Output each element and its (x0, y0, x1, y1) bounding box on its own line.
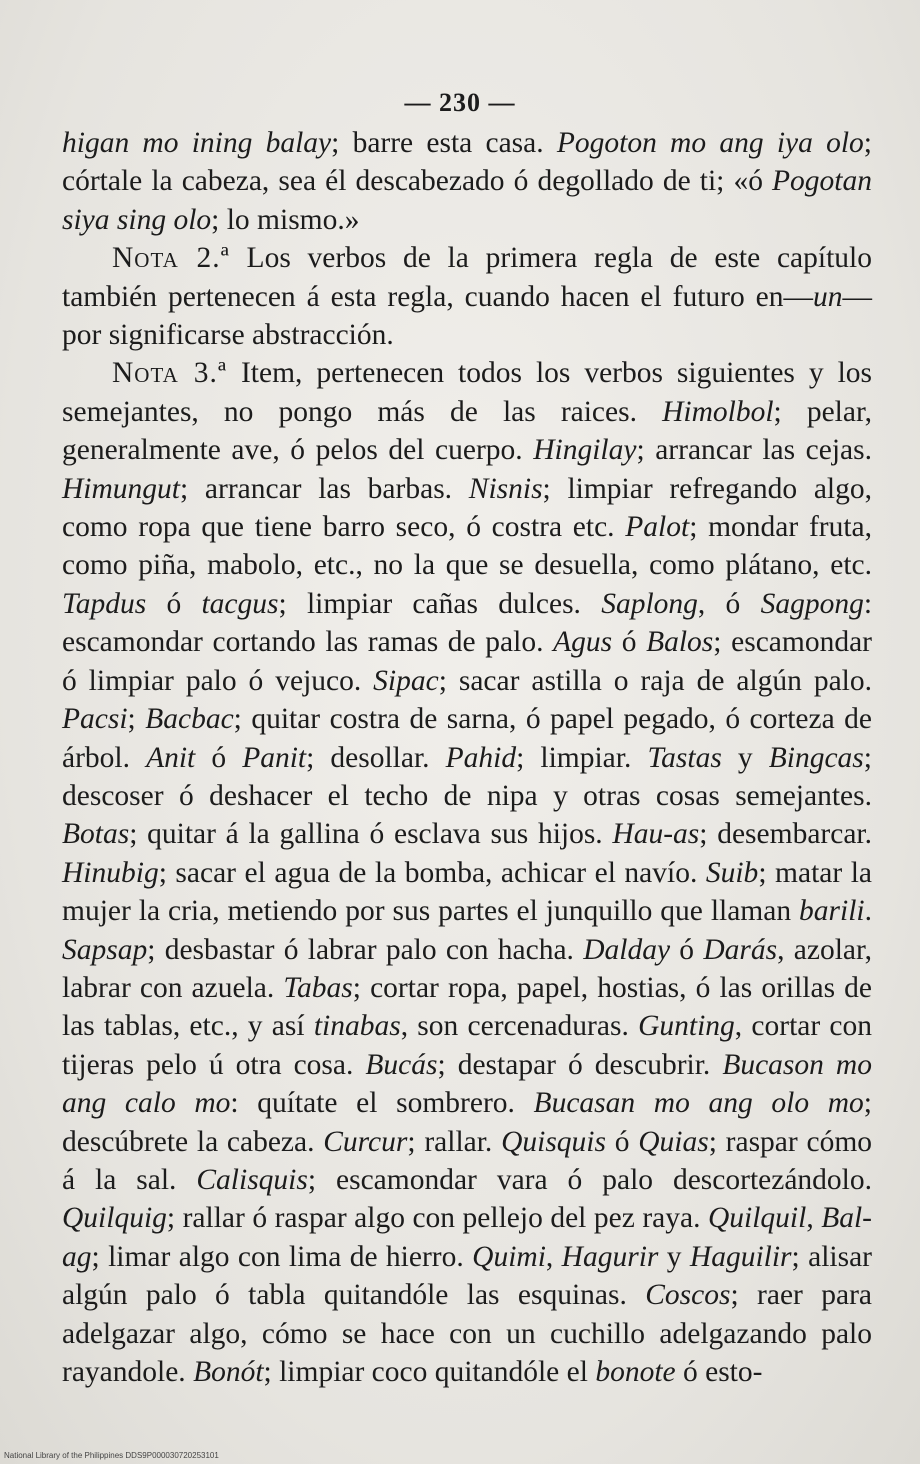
italic-term: Sipac (373, 664, 439, 697)
text-run: ó (195, 741, 243, 774)
paragraph-nota-3 (62, 354, 872, 1391)
text-run: ; desollar. (306, 741, 446, 774)
text-run: ; descoser ó deshacer el techo de nipa y otras cosas semejantes. (62, 741, 872, 812)
text-run: ; cortar ropa, papel, hostias, ó las orillas de las tablas, etc., y así (62, 971, 872, 1043)
italic-term: Hagurir (561, 1240, 659, 1273)
text-run: , (806, 1202, 822, 1235)
text-run: , cortar con tijeras pelo ú otra cosa. (62, 1010, 873, 1081)
text-run: ; desbastar ó labrar palo con hacha. (147, 933, 584, 966)
italic-term: Pahid (445, 741, 517, 774)
text-run: ; arrancar las cejas. (636, 434, 872, 467)
text-run: ; sacar el agua de la bomba, achicar el navío. (158, 856, 706, 889)
italic-term: Himolbol (662, 395, 774, 428)
text-run: ó (612, 626, 647, 659)
italic-term: higan mo ining balay (62, 127, 332, 159)
italic-term: Darás (703, 933, 778, 966)
text-run: ó (146, 587, 202, 620)
paragraph-nota-2 (62, 239, 872, 354)
text-run: Item, pertenecen todos los verbos siguientes y los semejantes, no pongo más de las raices. (62, 357, 873, 428)
italic-term: Dalday (583, 933, 671, 966)
text-run: ; raspar cómo á la sal. (62, 1125, 873, 1196)
text-run: ; arrancar las barbas. (180, 472, 469, 505)
italic-term: Pacsi (62, 703, 128, 736)
text-run: ó esto- (675, 1356, 763, 1388)
italic-term: Himungut (62, 472, 180, 505)
italic-term: Botas (62, 818, 130, 851)
italic-term: tacgus (201, 587, 279, 620)
note-label: Nota 2.ª (112, 242, 230, 275)
italic-term: Gunting (638, 1010, 735, 1043)
italic-term: bonote (595, 1356, 676, 1388)
text-run: ; rallar. (407, 1125, 502, 1158)
text-run: ; rallar ó raspar algo con pellejo del pez raya. (166, 1202, 708, 1235)
italic-term: Quimi (472, 1240, 546, 1273)
italic-term: Bacbac (145, 703, 234, 736)
text-run: ; sacar astilla o raja de algún palo. (438, 664, 872, 697)
italic-term: Calisquis (196, 1163, 308, 1196)
italic-term: Nisnis (468, 472, 543, 505)
text-run: ; matar la mujer la cria, metiendo por sus partes el junquillo que llaman (62, 856, 873, 928)
italic-term: Balos (646, 626, 714, 659)
italic-term: Quilquil (707, 1202, 807, 1235)
italic-term: Haguilir (689, 1240, 792, 1273)
text-run: . (864, 895, 872, 928)
text-run: : escamondar cortando las ramas de palo. (62, 587, 873, 659)
text-run: ; córtale la cabeza, sea él descabezado ó degollado de ti; «ó (62, 127, 872, 198)
text-run: ; quitar á la gallina ó esclava sus hijos. (129, 818, 613, 851)
text-run: ; escamondar ó limpiar palo ó vejuco. (62, 626, 872, 697)
text-run: , ó (697, 587, 761, 620)
page-number: — 230 — (404, 88, 516, 117)
text-run: ; mondar fruta, como piña, mabolo, etc., no la que se desuella, como plátano, etc. (62, 511, 873, 582)
text-run: ; quitar costra de sarna, ó papel pegado, ó corteza de árbol. (62, 703, 872, 774)
text-run: ó (605, 1125, 639, 1158)
italic-term: Bucás (365, 1048, 438, 1081)
italic-term: Bingcas (768, 741, 864, 774)
text-run: ; desembarcar. (699, 818, 872, 851)
paragraph-1 (62, 124, 872, 239)
text-run: ; limpiar refregando algo, como ropa que tiene barro seco, ó costra etc. (62, 472, 872, 544)
text-run: : quítate el sombrero. (230, 1087, 534, 1120)
italic-term: un (813, 280, 843, 313)
text-run: y (658, 1240, 690, 1273)
italic-term: Pogoton mo ang iya olo (556, 127, 864, 159)
library-footer: National Library of the Philippines DDS9P000030720253101 (4, 1451, 219, 1460)
italic-term: Bucason mo ang calo mo (62, 1048, 872, 1120)
italic-term: Quilquig (62, 1202, 167, 1235)
text-run: ; destapar ó descubrir. (437, 1048, 723, 1081)
italic-term: Tastas (647, 741, 722, 774)
text-run: ; limar algo con lima de hierro. (91, 1240, 473, 1273)
text-run: ; (127, 703, 146, 736)
italic-term: Palot (625, 511, 690, 544)
text-run: —por significarse abstracción. (62, 280, 872, 352)
text-run: ; barre esta casa. (331, 127, 557, 159)
text-run: , son cercenaduras. (400, 1010, 639, 1043)
text-run: ; limpiar coco quitandóle el (263, 1356, 596, 1388)
italic-term: tinabas (313, 1010, 401, 1043)
italic-term: Bucasan mo ang olo mo (533, 1087, 864, 1120)
text-run: ; escamondar vara ó palo descortezándolo. (307, 1163, 872, 1196)
italic-term: barili (799, 895, 865, 928)
text-run: ; pelar, generalmente ave, ó pelos del cuerpo. (62, 395, 872, 467)
italic-term: Hinubig (62, 856, 159, 889)
italic-term: Suib (705, 856, 759, 889)
italic-term: Bal-ag (62, 1202, 873, 1273)
italic-term: Hau-as (612, 818, 700, 851)
text-run: Los verbos de la primera regla de este capítulo también pertenecen á esta regla, cuando hacen el futuro en— (62, 242, 872, 313)
italic-term: Hingilay (533, 434, 637, 467)
text-run: ó (670, 933, 704, 966)
italic-term: Tabas (283, 971, 353, 1004)
text-run: ; lo mismo.» (211, 203, 360, 236)
text-run: ; limpiar. (516, 741, 648, 774)
italic-term: Pogotan siya sing olo (62, 165, 872, 236)
text-run: y (721, 741, 769, 774)
italic-term: Quisquis (501, 1125, 606, 1158)
italic-term: Anit (146, 741, 196, 774)
text-run: ; descúbrete la cabeza. (62, 1087, 872, 1158)
italic-term: Sagpong (760, 587, 864, 620)
italic-term: Bonót (193, 1356, 264, 1388)
text-run: , (545, 1240, 562, 1273)
italic-term: Coscos (645, 1279, 731, 1312)
italic-term: Agus (553, 626, 613, 659)
italic-term: Sapsap (62, 933, 148, 966)
italic-term: Quias (638, 1125, 709, 1158)
italic-term: Panit (242, 741, 307, 774)
text-run: ; limpiar cañas dulces. (278, 587, 602, 620)
note-label: Nota 3.ª (112, 357, 228, 390)
text-run: ; alisar algún palo ó tabla quitandóle las esquinas. (62, 1240, 872, 1312)
page-body (62, 124, 872, 1391)
italic-term: Tapdus (62, 587, 147, 620)
text-run: ; raer para adelgazar algo, cómo se hace con un cuchillo adelgazando palo rayandole. (62, 1279, 873, 1388)
italic-term: Curcur (323, 1125, 408, 1158)
italic-term: Saplong (601, 587, 698, 620)
text-run: , azolar, labrar con azuela. (62, 933, 873, 1004)
